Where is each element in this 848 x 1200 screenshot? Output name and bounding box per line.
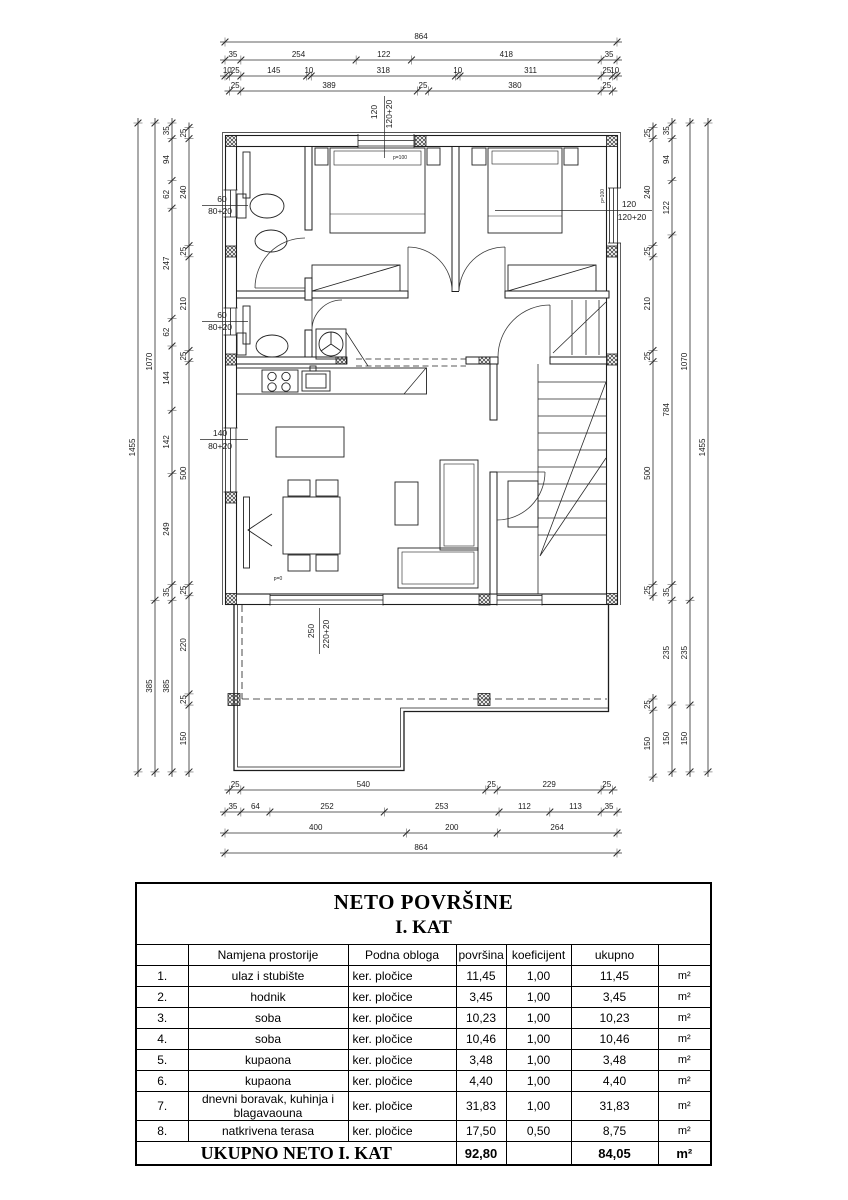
table-row [136, 987, 711, 1008]
dim-label: 235 [680, 645, 689, 660]
dim-label: 35 [162, 126, 171, 136]
cell-coef: 1,00 [506, 966, 571, 987]
dim-label: 140 [212, 428, 228, 438]
columns [226, 136, 618, 706]
header-area: površina [456, 945, 506, 966]
cell-name: kupaona [188, 1050, 348, 1071]
dim-label: 25 [418, 81, 428, 91]
dim-label: 60 [217, 310, 227, 320]
dim-label: 252 [320, 802, 334, 812]
dim-label: 247 [162, 256, 171, 270]
dim-label: 25 [179, 695, 188, 704]
cell-floor: ker. pločice [348, 1071, 456, 1092]
cell-name: ulaz i stubište [188, 966, 348, 987]
total-label: UKUPNO NETO I. KAT [136, 1142, 456, 1166]
dim-label: 10 [453, 66, 463, 76]
cell-total: 10,46 [571, 1029, 658, 1050]
table-row [136, 1121, 711, 1142]
boiler [316, 329, 346, 359]
dim-label: 145 [267, 66, 281, 76]
toilet [250, 194, 284, 218]
roof-overhang-dashed [242, 605, 607, 699]
radiator [244, 497, 250, 568]
cell-area: 3,45 [456, 987, 506, 1008]
dim-label: 150 [662, 731, 671, 746]
dim-label: 10 [222, 66, 232, 76]
cell-area: 3,48 [456, 1050, 506, 1071]
dim-label: 35 [228, 50, 238, 60]
cell-name: hodnik [188, 987, 348, 1008]
cell-num: 3. [136, 1008, 188, 1029]
dim-label: 35 [662, 126, 671, 136]
dim-label: 120 [621, 199, 637, 209]
dim-label: 80+20 [208, 441, 232, 451]
header-num [136, 945, 188, 966]
cell-total: 31,83 [571, 1092, 658, 1121]
cell-unit: m² [658, 1121, 711, 1142]
armchair [508, 481, 538, 527]
dim-label: 122 [377, 50, 391, 60]
bed [472, 148, 578, 233]
dim-label: 112 [518, 802, 531, 812]
dim-label: 64 [250, 802, 260, 812]
cell-name: soba [188, 1029, 348, 1050]
cell-area: 11,45 [456, 966, 506, 987]
cell-total: 3,45 [571, 987, 658, 1008]
dim-label: 10 [610, 66, 620, 76]
total-total: 84,05 [571, 1142, 658, 1166]
dim-label: 122 [662, 201, 671, 215]
cell-total: 11,45 [571, 966, 658, 987]
dim-label: 35 [162, 587, 171, 597]
cell-area: 17,50 [456, 1121, 506, 1142]
dimension-annotations [128, 32, 713, 857]
cell-floor: ker. pločice [348, 987, 456, 1008]
header-total: ukupno [571, 945, 658, 966]
dim-label: 540 [356, 780, 371, 790]
cell-num: 2. [136, 987, 188, 1008]
header-floor: Podna obloga [348, 945, 456, 966]
dim-label: 35 [228, 802, 238, 812]
dim-label: 25 [487, 780, 496, 790]
areas-table [135, 882, 712, 1166]
dim-label: 500 [643, 466, 652, 480]
cell-num: 5. [136, 1050, 188, 1071]
dim-label: 25 [230, 81, 240, 91]
dim-label: 35 [604, 802, 614, 812]
toilet [256, 335, 288, 357]
dim-label: 25 [179, 351, 188, 361]
header-coef: koeficijent [506, 945, 571, 966]
dim-label: 25 [643, 585, 652, 595]
table-row [136, 1071, 711, 1092]
dim-label: 62 [162, 189, 171, 199]
bed [315, 148, 440, 233]
dim-label: 120+20 [384, 99, 394, 129]
dim-label: 80+20 [208, 206, 232, 216]
table-row [136, 1050, 711, 1071]
sofa [398, 460, 478, 588]
dim-label: 35 [604, 50, 614, 60]
dim-label: 254 [291, 50, 306, 60]
dim-label: 35 [662, 587, 671, 597]
dim-label: 142 [162, 435, 171, 449]
cell-coef: 1,00 [506, 987, 571, 1008]
table-header-row [136, 945, 711, 966]
dim-label: 80+20 [208, 322, 232, 332]
cell-name: dnevni boravak, kuhinja i blagavaouna [188, 1092, 348, 1121]
cell-name: kupaona [188, 1071, 348, 1092]
dim-label: 10 [304, 66, 314, 76]
dim-label: 385 [162, 679, 171, 693]
dim-label: 25 [643, 700, 652, 710]
dim-label: 25 [179, 246, 188, 256]
dim-label: 249 [162, 522, 171, 536]
dim-label: 25 [230, 780, 240, 790]
kitchen-island [276, 427, 344, 457]
dim-label: p=100 [600, 188, 606, 204]
dim-label: 253 [434, 802, 449, 812]
dim-label: 25 [643, 128, 652, 138]
total-area: 92,80 [456, 1142, 506, 1166]
radiator [243, 306, 250, 344]
dim-label: 150 [680, 731, 689, 746]
dim-label: 210 [179, 296, 188, 311]
cell-floor: ker. pločice [348, 1092, 456, 1121]
dim-label: 250 [306, 623, 316, 639]
cell-coef: 0,50 [506, 1121, 571, 1142]
cell-total: 10,23 [571, 1008, 658, 1029]
coffee-table [395, 482, 418, 525]
dim-label: 318 [376, 66, 391, 76]
dim-label: 120 [369, 104, 379, 120]
cell-unit: m² [658, 1008, 711, 1029]
table-row [136, 966, 711, 987]
dim-label: 385 [145, 679, 154, 693]
dim-label: 264 [550, 823, 564, 833]
cell-name: natkrivena terasa [188, 1121, 348, 1142]
dim-label: 25 [179, 128, 188, 138]
cell-total: 3,48 [571, 1050, 658, 1071]
dim-label: 144 [162, 371, 171, 385]
dim-label: 1070 [145, 352, 154, 371]
cell-unit: m² [658, 987, 711, 1008]
stove [262, 370, 298, 392]
dim-label: 120+20 [617, 212, 647, 222]
cell-area: 10,23 [456, 1008, 506, 1029]
cell-num: 8. [136, 1121, 188, 1142]
dim-label: 150 [643, 736, 652, 751]
header-name: Namjena prostorije [188, 945, 348, 966]
dim-label: 311 [524, 66, 537, 76]
dim-label: 25 [179, 585, 188, 595]
table-total-row [136, 1142, 711, 1166]
dim-label: 229 [542, 780, 556, 790]
table-row [136, 1092, 711, 1121]
cell-num: 4. [136, 1029, 188, 1050]
dim-label: 62 [162, 327, 171, 337]
dim-label: 389 [322, 81, 336, 91]
dim-label: 240 [179, 185, 188, 199]
cell-name: soba [188, 1008, 348, 1029]
cell-num: 6. [136, 1071, 188, 1092]
cell-coef: 1,00 [506, 1071, 571, 1092]
dim-label: 380 [508, 81, 522, 91]
header-unit [658, 945, 711, 966]
cell-unit: m² [658, 1071, 711, 1092]
cell-coef: 1,00 [506, 1029, 571, 1050]
total-unit: m² [658, 1142, 711, 1166]
areas-table-container [135, 882, 710, 1166]
staircase [538, 300, 607, 594]
table-row [136, 1029, 711, 1050]
dim-label: 25 [602, 780, 612, 790]
dim-label: 864 [414, 843, 428, 853]
cell-num: 1. [136, 966, 188, 987]
table-title-line1: NETO POVRŠINE [333, 889, 514, 914]
dim-label: 784 [662, 403, 671, 417]
doors [255, 238, 550, 520]
dim-label: 25 [643, 351, 652, 361]
tv [248, 514, 272, 546]
dim-label: 94 [662, 155, 671, 165]
dining-set [283, 480, 340, 571]
total-coef [506, 1142, 571, 1166]
walls [223, 133, 621, 606]
cell-unit: m² [658, 1029, 711, 1050]
dim-label: p=100 [392, 155, 408, 161]
dim-label: 113 [569, 802, 582, 812]
dim-label: 150 [179, 731, 188, 746]
table-row [136, 1008, 711, 1029]
dim-label: 1455 [128, 438, 137, 457]
cell-coef: 1,00 [506, 1092, 571, 1121]
dim-label: 864 [414, 32, 428, 42]
cell-floor: ker. pločice [348, 1029, 456, 1050]
cell-floor: ker. pločice [348, 1008, 456, 1029]
cell-total: 4,40 [571, 1071, 658, 1092]
dim-label: 94 [162, 155, 171, 165]
table-title-line2: I. KAT [395, 916, 452, 938]
dim-label: 60 [217, 194, 227, 204]
dim-label: 200 [445, 823, 459, 833]
cell-unit: m² [658, 1092, 711, 1121]
dim-label: 25 [230, 66, 240, 76]
dim-label: 210 [643, 296, 652, 311]
dim-label: 240 [643, 185, 652, 199]
cell-coef: 1,00 [506, 1008, 571, 1029]
upper-cabinet-dashed [356, 359, 466, 366]
dim-label: 400 [309, 823, 323, 833]
cell-area: 31,83 [456, 1092, 506, 1121]
dim-label: 1455 [698, 438, 707, 457]
cell-unit: m² [658, 966, 711, 987]
fixtures [237, 148, 597, 588]
dim-label: 25 [643, 246, 652, 256]
terrace [234, 605, 609, 771]
dim-label: 418 [499, 50, 513, 60]
cell-floor: ker. pločice [348, 1121, 456, 1142]
cell-num: 7. [136, 1092, 188, 1121]
cell-coef: 1,00 [506, 1050, 571, 1071]
dim-label: 235 [662, 645, 671, 660]
cell-area: 10,46 [456, 1029, 506, 1050]
radiator [243, 152, 250, 198]
dim-label: 220+20 [321, 619, 331, 649]
dim-label: 220 [179, 638, 188, 652]
cell-floor: ker. pločice [348, 1050, 456, 1071]
dim-label: p=0 [273, 576, 283, 582]
cell-area: 4,40 [456, 1071, 506, 1092]
dim-label: 500 [179, 466, 188, 480]
dim-label: 25 [602, 81, 612, 91]
dim-label: 25 [602, 66, 612, 76]
cell-unit: m² [658, 1050, 711, 1071]
cell-floor: ker. pločice [348, 966, 456, 987]
cell-total: 8,75 [571, 1121, 658, 1142]
dim-label: 1070 [680, 352, 689, 371]
table-title [136, 883, 711, 945]
sink [255, 230, 287, 252]
